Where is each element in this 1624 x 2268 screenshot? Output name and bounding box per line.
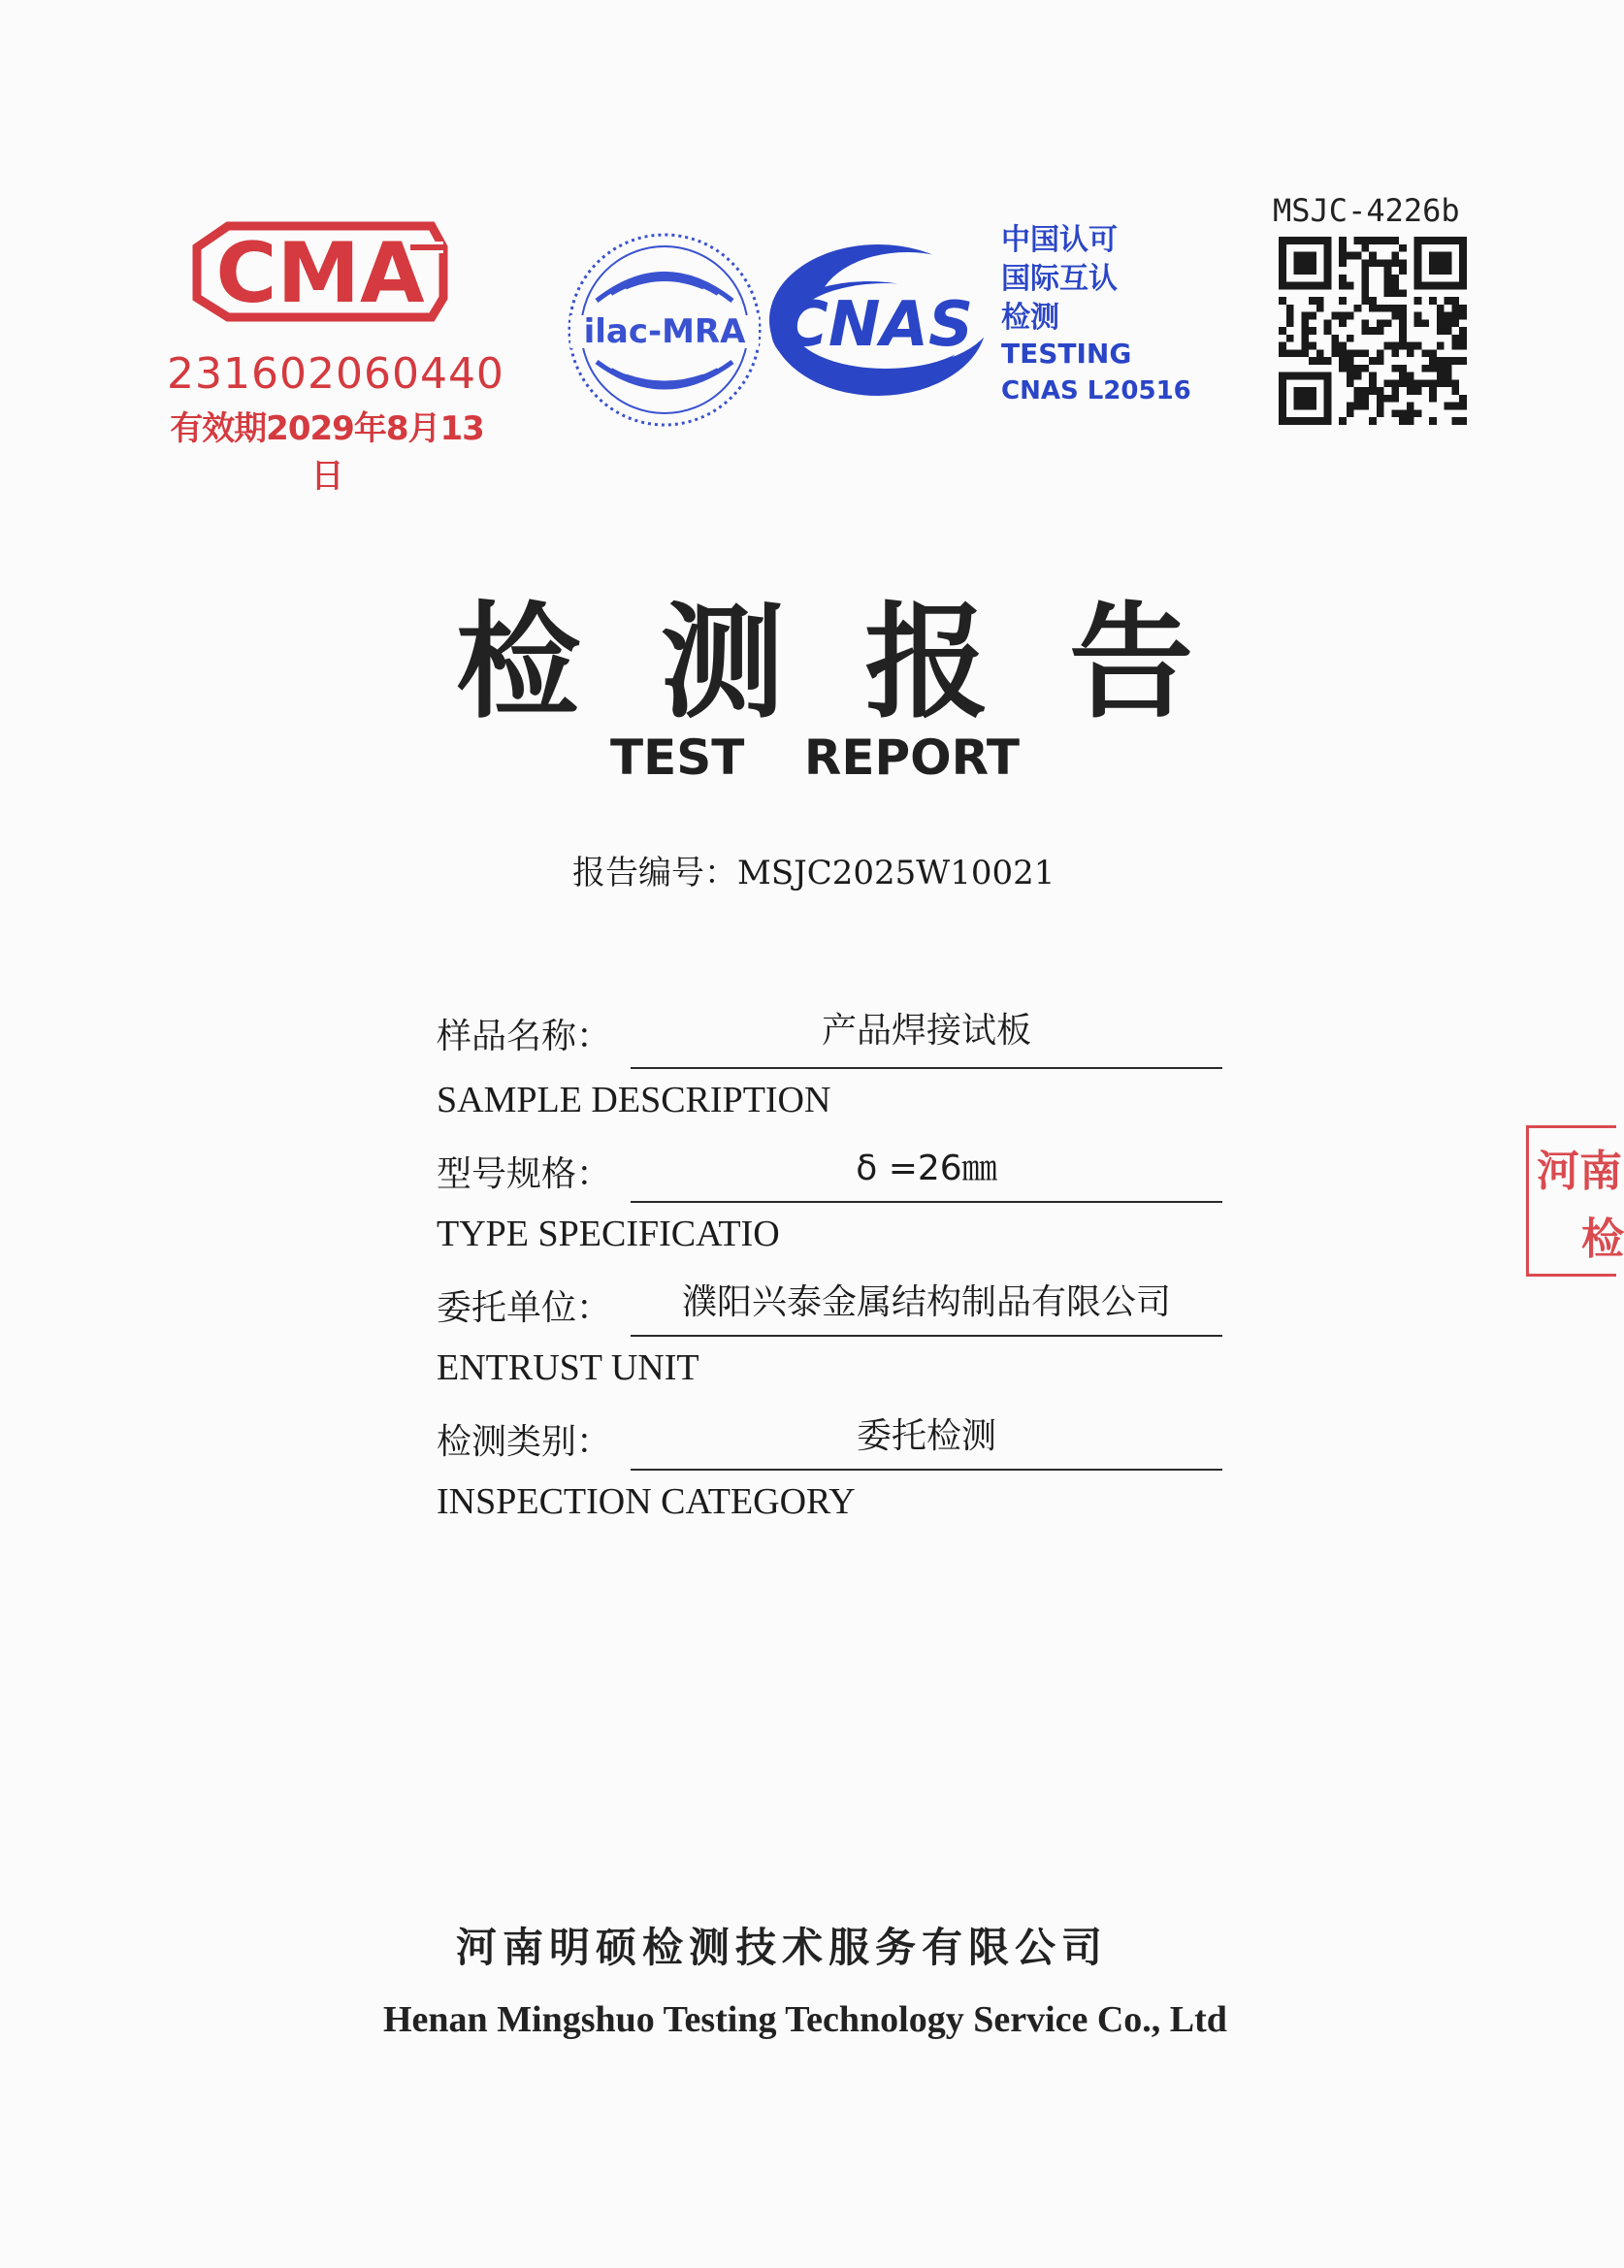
- type-spec-label: 型号规格：: [437, 1154, 612, 1194]
- cma-number: 231602060440: [167, 349, 504, 399]
- sample-name-label: 样品名称：: [437, 1017, 612, 1056]
- side-stamp-line-2: 检: [1581, 1215, 1624, 1264]
- inspection-category-value: 委托检测: [856, 1416, 996, 1456]
- cnas-line-4: TESTING: [1001, 338, 1132, 370]
- cma-logo-icon: [189, 218, 451, 325]
- report-number-label: 报告编号：: [572, 854, 737, 892]
- cnas-logo-icon: [762, 231, 994, 405]
- ilac-mra-logo-icon: [563, 228, 766, 432]
- company-name-en: Henan Mingshuo Testing Technology Service Co., Ltd: [383, 1999, 1227, 2040]
- title-word-1: TEST: [610, 729, 745, 786]
- cnas-logo-text: CNAS: [782, 289, 974, 361]
- company-name-cn: 河南明硕检测技术服务有限公司: [456, 1924, 1109, 1971]
- report-number: [572, 846, 1055, 893]
- cnas-line-5: CNAS L20516: [1001, 376, 1191, 405]
- cma-validity: 有效期2029年8月13日: [170, 409, 484, 496]
- title-char-2: 测: [660, 590, 785, 735]
- sample-name-value: 产品焊接试板: [821, 1011, 1031, 1051]
- title-char-3: 报: [864, 590, 990, 735]
- sample-name-label-en: SAMPLE DESCRIPTION: [437, 1080, 831, 1120]
- qr-code-label: MSJC-4226b: [1273, 192, 1460, 229]
- type-spec-label-en: TYPE SPECIFICATIO: [437, 1214, 780, 1254]
- qr-code-icon[interactable]: [1279, 237, 1467, 425]
- cma-logo-text: CMA: [215, 225, 425, 322]
- entrust-unit-label-en: ENTRUST UNIT: [437, 1347, 699, 1388]
- report-number-value: MSJC2025W10021: [737, 854, 1056, 892]
- sample-name-underline: [631, 1067, 1222, 1069]
- entrust-unit-underline: [631, 1335, 1222, 1337]
- inspection-category-label: 检测类别：: [437, 1422, 612, 1462]
- cnas-line-2: 国际互认: [1001, 262, 1118, 296]
- type-spec-value: δ =26㎜: [856, 1149, 997, 1188]
- title-char-4: 告: [1068, 590, 1193, 735]
- inspection-category-underline: [631, 1469, 1222, 1471]
- title-word-2: REPORT: [803, 729, 1020, 786]
- side-stamp-line-1: 河南: [1537, 1147, 1622, 1196]
- report-title-en: [543, 729, 1087, 786]
- cnas-line-3: 检测: [1001, 301, 1059, 335]
- side-stamp-icon: [1526, 1125, 1624, 1277]
- entrust-unit-label: 委托单位：: [437, 1288, 612, 1328]
- entrust-unit-value: 濮阳兴泰金属结构制品有限公司: [681, 1282, 1171, 1322]
- inspection-category-label-en: INSPECTION CATEGORY: [437, 1481, 856, 1522]
- cnas-line-1: 中国认可: [1001, 223, 1118, 257]
- title-char-1: 检: [456, 590, 581, 735]
- ilac-text: ilac-MRA: [583, 312, 746, 351]
- type-spec-underline: [631, 1201, 1222, 1203]
- report-title-cn: [456, 563, 1193, 741]
